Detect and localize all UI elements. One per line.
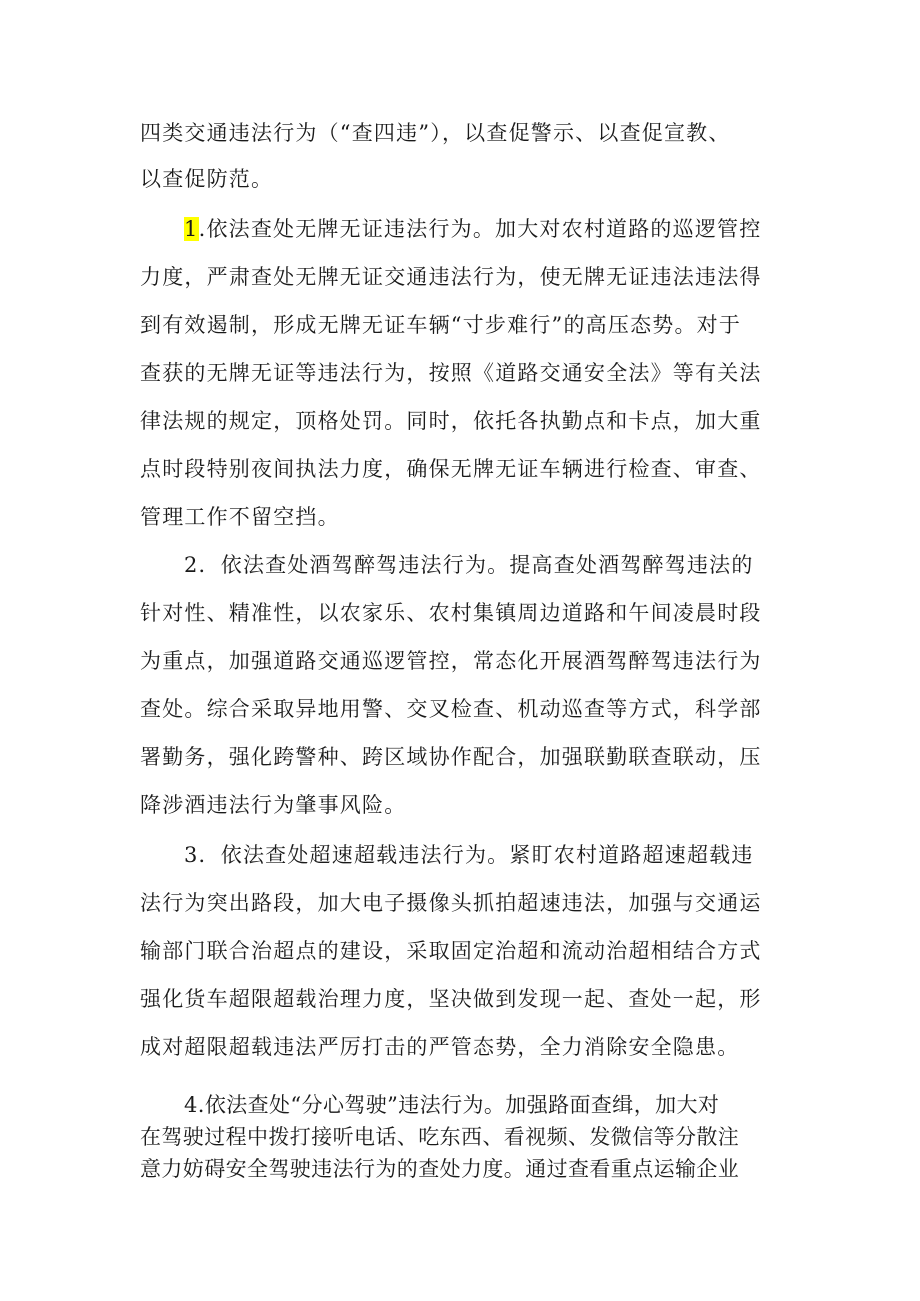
text-line: 3．依法查处超速超载违法行为。紧盯农村道路超速超载违 — [184, 843, 754, 867]
text-line: 在驾驶过程中拨打接听电话、吃东西、看视频、发微信等分散注 — [140, 1125, 740, 1149]
text-line: 点时段特别夜间执法力度，确保无牌无证车辆进行检查、审查、 — [140, 457, 762, 481]
text-line: 意力妨碍安全驾驶违法行为的查处力度。通过查看重点运输企业 — [140, 1157, 740, 1181]
text-line: 2．依法查处酒驾醉驾违法行为。提高查处酒驾醉驾违法的 — [184, 553, 754, 577]
text-line: 强化货车超限超载治理力度，坚决做到发现一起、查处一起，形 — [140, 987, 762, 1011]
text-line: 降涉酒违法行为肇事风险。 — [140, 793, 407, 817]
text-line: 管理工作不留空挡。 — [140, 505, 340, 529]
text-line: 输部门联合治超点的建设，采取固定治超和流动治超相结合方式 — [140, 939, 762, 963]
text-line: 为重点，加强道路交通巡逻管控，常态化开展酒驾醉驾违法行为 — [140, 649, 762, 673]
text-line — [184, 214, 761, 244]
text-line-rest: .依法查处无牌无证违法行为。加大对农村道路的巡逻管控 — [198, 217, 762, 241]
text-line: 署勤务，强化跨警种、跨区域协作配合，加强联勤联查联动，压 — [140, 745, 762, 769]
text-line: 法行为突出路段，加大电子摄像头抓拍超速违法，加强与交通运 — [140, 891, 762, 915]
text-line: 到有效遏制，形成无牌无证车辆“寸步难行”的高压态势。对于 — [140, 313, 742, 337]
text-line: 四类交通违法行为（“查四违”），以查促警示、以查促宣教、 — [140, 121, 731, 145]
text-line: 针对性、精准性，以农家乐、农村集镇周边道路和午间凌晨时段 — [140, 601, 762, 625]
text-line: 查获的无牌无证等违法行为，按照《道路交通安全法》等有关法 — [140, 361, 762, 385]
text-line: 以查促防范。 — [140, 167, 274, 191]
text-line: 4.依法查处“分心驾驶”违法行为。加强路面查缉，加大对 — [184, 1093, 720, 1117]
text-line: 力度，严肃查处无牌无证交通违法行为，使无牌无证违法违法得 — [140, 265, 762, 289]
text-line: 查处。综合采取异地用警、交叉检查、机动巡查等方式，科学部 — [140, 697, 762, 721]
text-line: 成对超限超载违法严厉打击的严管态势，全力消除安全隐患。 — [140, 1035, 740, 1059]
text-line: 律法规的规定，顶格处罚。同时，依托各执勤点和卡点，加大重 — [140, 409, 762, 433]
highlighted-item-number: 1 — [184, 217, 199, 241]
